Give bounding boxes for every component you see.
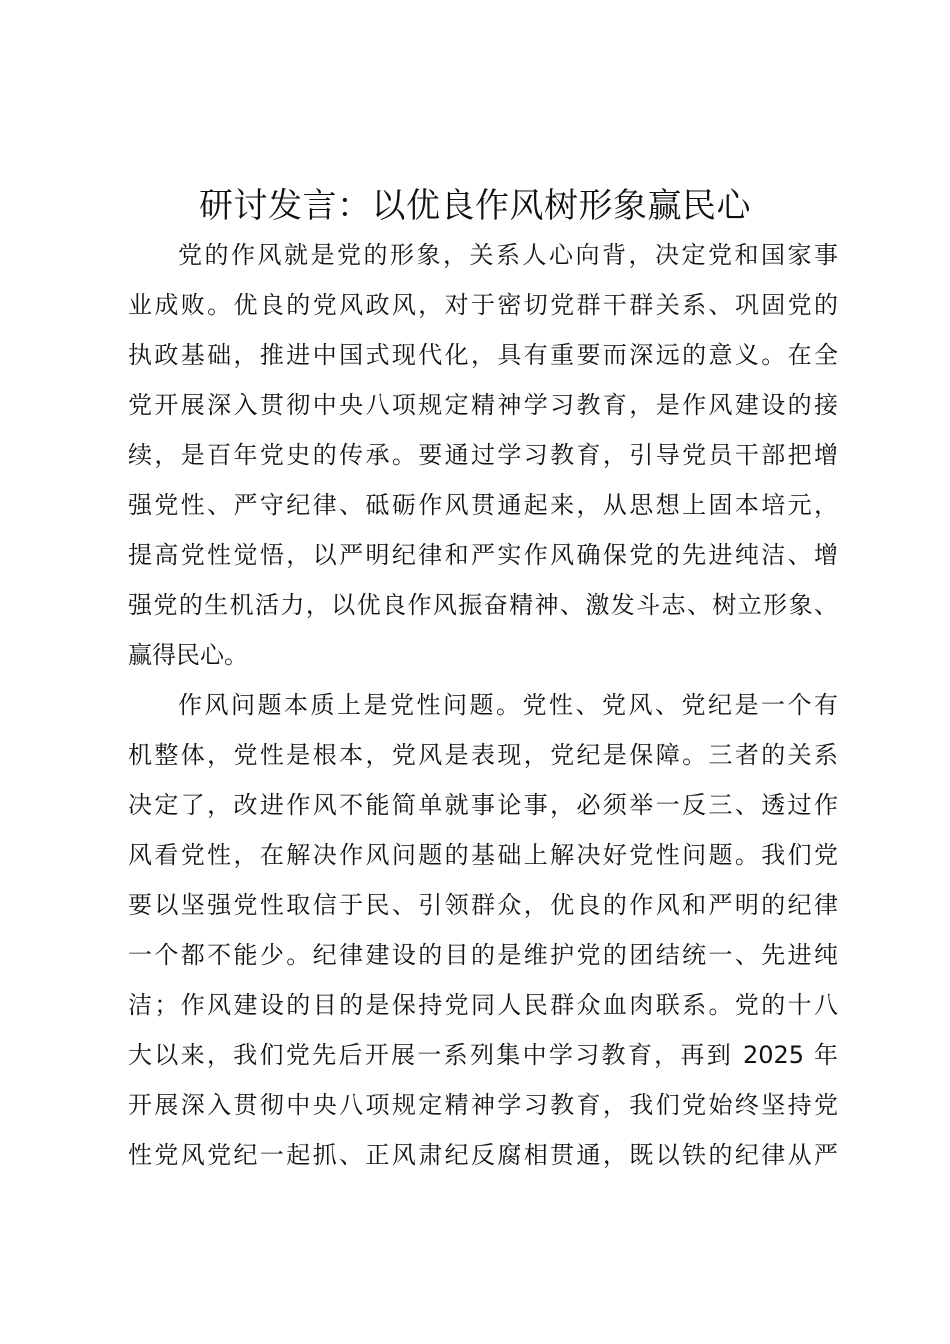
text-line: 作风问题本质上是党性问题。党性、党风、党纪是一个有: [178, 691, 838, 719]
text-line: 党的作风就是党的形象，关系人心向背，决定党和国家事: [178, 241, 838, 269]
text-line: 提高党性觉悟，以严明纪律和严实作风确保党的先进纯洁、增: [128, 541, 838, 569]
text-line: 决定了，改进作风不能简单就事论事，必须举一反三、透过作: [128, 791, 838, 819]
text-line: 开展深入贯彻中央八项规定精神学习教育，我们党始终坚持党: [128, 1091, 838, 1119]
text-line: 强党的生机活力，以优良作风振奋精神、激发斗志、树立形象、: [128, 591, 838, 619]
text-line: 性党风党纪一起抓、正风肃纪反腐相贯通，既以铁的纪律从严: [128, 1141, 838, 1169]
document-body: [128, 230, 838, 1180]
text-line: 大以来，我们党先后开展一系列集中学习教育，再到 2025 年: [128, 1041, 838, 1069]
text-line: 机整体，党性是根本，党风是表现，党纪是保障。三者的关系: [128, 741, 838, 769]
text-line: 洁；作风建设的目的是保持党同人民群众血肉联系。党的十八: [128, 991, 838, 1019]
text-line: 一个都不能少。纪律建设的目的是维护党的团结统一、先进纯: [128, 941, 838, 969]
document-title: 研讨发言：以优良作风树形象赢民心: [199, 186, 751, 226]
text-line: 要以坚强党性取信于民、引领群众，优良的作风和严明的纪律: [128, 891, 838, 919]
text-line: 强党性、严守纪律、砥砺作风贯通起来，从思想上固本培元，: [128, 491, 838, 519]
text-line: 赢得民心。: [128, 641, 248, 669]
paragraph: [128, 680, 838, 1180]
text-line: 执政基础，推进中国式现代化，具有重要而深远的意义。在全: [128, 341, 838, 369]
text-line: 风看党性，在解决作风问题的基础上解决好党性问题。我们党: [128, 841, 838, 869]
text-line: 业成败。优良的党风政风，对于密切党群干群关系、巩固党的: [128, 291, 838, 319]
paragraph: [128, 230, 838, 680]
text-line: 党开展深入贯彻中央八项规定精神学习教育，是作风建设的接: [128, 391, 838, 419]
text-line: 续，是百年党史的传承。要通过学习教育，引导党员干部把增: [128, 441, 838, 469]
